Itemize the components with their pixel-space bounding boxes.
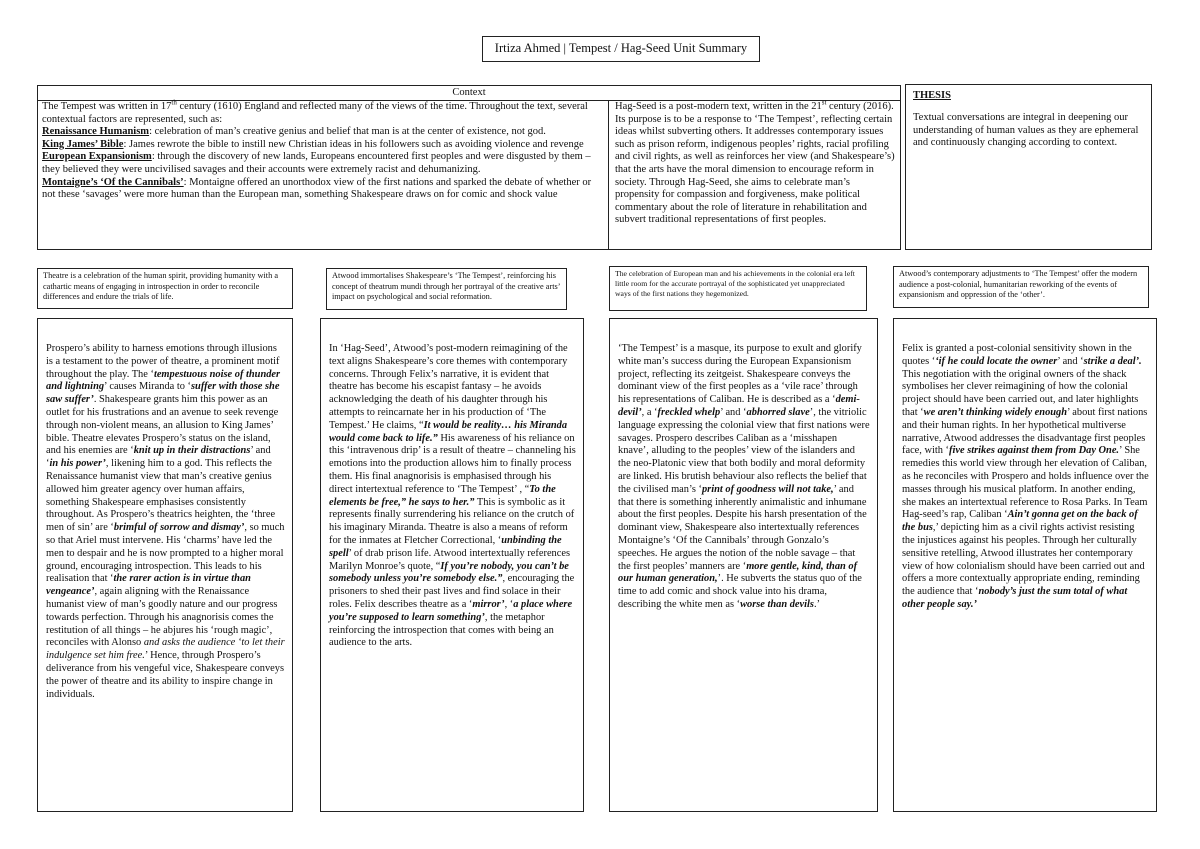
thesis-text: Textual conversations are integral in deepening our understanding of human values as they are ephemeral and continuously changing according to context. <box>913 111 1139 149</box>
analysis-quote: strike a deal’. <box>1083 355 1142 367</box>
analysis-text: , a ‘ <box>641 406 658 418</box>
analysis-quote: freckled whelp <box>657 406 721 418</box>
analysis-text: ’ and ‘ <box>46 445 271 470</box>
hagseed-text: Hag-Seed is a post-modern text, written in the 21 <box>615 101 822 112</box>
analysis-quote: tempestuous noise of thunder and lightning <box>46 368 281 393</box>
analysis-quote: five strikes against them from Day One. <box>949 445 1120 457</box>
summary-box-2: Atwood immortalises Shakespeare’s ‘The Tempest’, reinforcing his concept of theatrum mundi through her portrayal of the creative arts’ impact on psychological and social reformation. <box>326 268 567 310</box>
analysis-quote: brimful of sorrow and dismay’ <box>113 522 245 534</box>
document-title: Irtiza Ahmed | Tempest / Hag-Seed Unit Summary <box>482 36 760 62</box>
analysis-text: This is symbolic as it represents finally surrendering his reliance on the crutch of his imaginary Miranda. Theatre is also a means of reform for the inmates at Fletcher Correctional, ‘ <box>329 496 575 546</box>
analysis-quote: suffer with those she saw suffer’ <box>46 381 280 406</box>
hagseed-sup: st <box>821 98 827 107</box>
analysis-quote: mirror’ <box>472 598 505 610</box>
context-item <box>42 139 604 152</box>
analysis-text: ’ causes Miranda to ‘ <box>104 381 191 393</box>
analysis-quote: more gentle, kind, than of our human generation, <box>618 560 858 585</box>
context-term: King James’ Bible <box>42 138 124 150</box>
analysis-quote: worse than devils <box>740 598 814 610</box>
context-term-text: : James rewrote the bible to instill new Christian ideas in his followers such as avoiding violence and revenge <box>123 138 584 150</box>
analysis-text: . Shakespeare grants him this power as an outlet for his frustrations and an avenue to seek revenge through non-violent means, an allusion to King James’ bible. Theatre elevates Prospero’s status on the island, and his enemies are ‘ <box>46 394 279 457</box>
analysis-quote: knit up in their distractions <box>133 445 251 457</box>
analysis-text: ’. He subverts the status quo of the time to add comic and shock value into his drama, describing the white men as ‘ <box>618 573 862 610</box>
analysis-text: ’ and ‘ <box>1057 355 1084 367</box>
analysis-text: ’ Hence, through Prospero’s deliverance from his vengeful vice, Shakespeare conveys the power of theatre and its ability to inspire change in individuals. <box>46 650 285 700</box>
analysis-text: ’ of drab prison life. Atwood intertextually references Marilyn Monroe’s quote, “ <box>329 547 571 572</box>
context-term-text: : through the discovery of new lands, Europeans encountered first peoples and were disgusted by them – they believed they were uncivilised savages and their accounts were extremely racist and dehumanizing. <box>42 151 591 175</box>
analysis-quote: in his power’ <box>49 458 106 470</box>
analysis-column-2 <box>320 318 584 812</box>
context-intro <box>42 98 604 126</box>
context-section <box>37 85 901 250</box>
analysis-text: , again aligning with the Renaissance humanist view of man’s goodly nature and our progress towards perfection. Through his anagnorisis comes the restitution of all things – he abjures his ‘rough magic’, reconciles with Alonso <box>46 586 278 649</box>
analysis-text: ’ about first nations and their human rights. In her hypothetical multiverse narrative, Atwood addresses the disadvantage first peoples face, with ‘ <box>902 406 1148 457</box>
analysis-quote: unbinding the spell <box>329 534 562 559</box>
analysis-quote-italic: and asks the audience ‘to let their indulgence set him free. <box>46 637 285 662</box>
intro-text: The Tempest was written in 17 <box>42 101 172 112</box>
analysis-quote: the rarer action is in virtue than vengeance’ <box>46 573 251 598</box>
analysis-text: ’, the vitriolic language expressing the colonial view that first nations were savages. Prospero describes Caliban as a ‘misshapen knave’, alluding to the peoples’ view of the islanders and the neo-Platonic view that both bodily and moral deformity are linked. His brutish behaviour also reflects the belief that the civilised man’s ‘ <box>618 406 870 495</box>
analysis-text: , ‘ <box>504 598 514 610</box>
analysis-quote: It would be reality… his Miranda would come back to life.” <box>329 419 568 444</box>
intro-text-rest: century (1610) England and reflected many of the views of the time. Throughout the text, several contextual factors are represented, such as: <box>42 101 588 125</box>
thesis-box <box>905 84 1152 250</box>
analysis-column-4 <box>893 318 1157 812</box>
analysis-quote: we aren’t thinking widely enough <box>923 406 1068 418</box>
context-term-text: : Montaigne offered an unorthodox view of the first nations and sparked the debate of whether or not these ‘savages’ were more human than the European man, something Shakespeare draws on for comic and shock value <box>42 176 592 201</box>
analysis-quote: ‘if he could locate the owner <box>935 355 1058 367</box>
summary-box-4: Atwood’s contemporary adjustments to ‘The Tempest’ offer the modern audience a post-colonial, humanitarian reworking of the events of expansionism and oppression of the ‘other’. <box>893 266 1149 308</box>
analysis-text: , so much so that Ariel must intervene. His ‘charms’ have led the men to despair and he is now prompted to a higher moral ground, encouraging introspection. This leads to his realisation that ‘ <box>46 522 285 585</box>
analysis-text: , the metaphor reinforcing the introspection that comes with being an audience to the arts. <box>329 611 554 649</box>
analysis-quote: a place where you’re supposed to learn something’ <box>329 598 573 623</box>
thesis-title: THESIS <box>913 90 951 101</box>
analysis-quote: demi-devil’ <box>618 394 860 418</box>
analysis-text: ’ and ‘ <box>720 406 747 418</box>
analysis-column-1 <box>37 318 293 812</box>
context-term: Renaissance Humanism <box>42 126 150 138</box>
analysis-text: Felix is granted a post-colonial sensitivity shown in the quotes ‘ <box>902 343 1132 367</box>
context-tempest <box>38 100 609 250</box>
context-term-text: : celebration of man’s creative genius and belief that man is at the center of existence, not god. <box>149 126 546 138</box>
analysis-text: Prospero’s ability to harness emotions through illusions is a testament to the power of theatre, a prominent motif throughout the play. The ‘ <box>46 343 280 380</box>
analysis-text: .’ <box>813 598 821 610</box>
hagseed-text-rest: century (2016). Its purpose is to be a response to ‘The Tempest’, reflecting certain ideas whilst subverting others. It addresses contemporary issues such as prison reform, indigenous peoples’ rights, racial profiling and civil rights, as well as reinforces her view (and Shakespeare’s) that the arts have the moral dimension to encourage reform in society. Through Hag-Seed, she aims to celebrate man’s propensity for compassion and forgiveness, make political commentary about the role of literature in rehabilitation and subvert traditional representations of first peoples. <box>615 101 895 226</box>
analysis-text: ’ She remedies this world view through her elevation of Caliban, as he reconciles with Prospero and holds influence over the masses through his musical platform. In another ending, she makes an intertextual reference to Rosa Parks. In Team Hag-seed’s rap, Caliban ‘ <box>902 445 1149 521</box>
analysis-text: ’ and that there is something inherently animalistic and inhumane about the first peoples. Despite his harsh presentation of the dominant view, Shakespeare also intertextually references Montaigne’s ‘Of the Cannibals’ through Gonzalo’s speeches. He argues the notion of the noble savage – that the first peoples’ manners are ‘ <box>618 483 867 572</box>
analysis-quote: nobody’s just the sum total of what other people say.’ <box>902 586 1128 610</box>
analysis-quote: print of goodness will not take, <box>701 483 834 495</box>
analysis-text: ‘The Tempest’ is a masque, its purpose to exult and glorify white man’s success during the European Expansionism project, reflecting its zeitgeist. Shakespeare conveys the dominant view of the first peoples as a ‘vile race’ through his representations of Caliban. He is described as a ‘ <box>618 343 862 406</box>
analysis-quote: To the elements be free,” he says to her.” <box>329 483 556 508</box>
analysis-text: , encouraging the prisoners to shed their past lives and find solace in their roles. Felix describes theatre as a ‘ <box>329 573 575 610</box>
context-item <box>42 177 604 202</box>
context-header: Context <box>38 86 900 101</box>
context-term: Montaigne’s ‘Of the Cannibals’ <box>42 176 184 188</box>
analysis-text: This negotiation with the original owners of the shack symbolises her clever reimagining of how the colonial project should have been carried out, and later highlights that ‘ <box>902 368 1139 418</box>
analysis-quote: Ain’t gonna get on the back of the bus <box>902 509 1138 534</box>
analysis-text: , likening him to a god. This reflects the Renaissance humanist view that man’s creative genius allowed him greater agency over human affairs, something Shakespeare emphasises consistently throughout. As Prospero’s theatrics heighten, the ‘three men of sin’ are ‘ <box>46 458 276 534</box>
context-term: European Expansionism <box>42 151 152 163</box>
analysis-quote: abhorred slave <box>746 406 810 418</box>
summary-box-1: Theatre is a celebration of the human spirit, providing humanity with a cathartic means of engaging in introspection in order to reconcile differences and endure the trials of life. <box>37 268 293 309</box>
context-item <box>42 126 604 139</box>
summary-box-3: The celebration of European man and his achievements in the colonial era left little room for the accurate portrayal of the sophisticated yet unappreciated ways of the first nations they hegemonized. <box>609 266 867 311</box>
analysis-quote: If you’re nobody, you can’t be somebody unless you’re somebody else.” <box>329 560 569 585</box>
context-hagseed <box>609 100 901 250</box>
analysis-text: In ‘Hag-Seed’, Atwood’s post-modern reimagining of the text aligns Shakespeare’s core themes with contemporary concerns. Through Felix’s narrative, it is evident that theatre has become his escapist fantasy – he avoids acknowledging the death of his daughter through his attempts to reincarnate her in his production of ‘The Tempest.’ He claims, “ <box>329 343 568 431</box>
analysis-text: His awareness of his reliance on this ‘intravenous drip’ is a result of theatre – channeling his emotions into the production allows him to finally process them. His final anagnorisis is emphasised through his direct intertextual reference to ‘The Tempest’ , “ <box>329 432 576 495</box>
analysis-text: ,’ depicting him as a civil rights activist resisting the injustices against his peoples. Through her culturally sensitive retelling, Atwood illustrates her contemporary view of how colonialism should have been carried out and offers a more contextually appropriate ending, reminding the audience that ‘ <box>902 522 1145 598</box>
context-item <box>42 151 604 176</box>
intro-sup: th <box>171 98 177 107</box>
analysis-column-3 <box>609 318 878 812</box>
